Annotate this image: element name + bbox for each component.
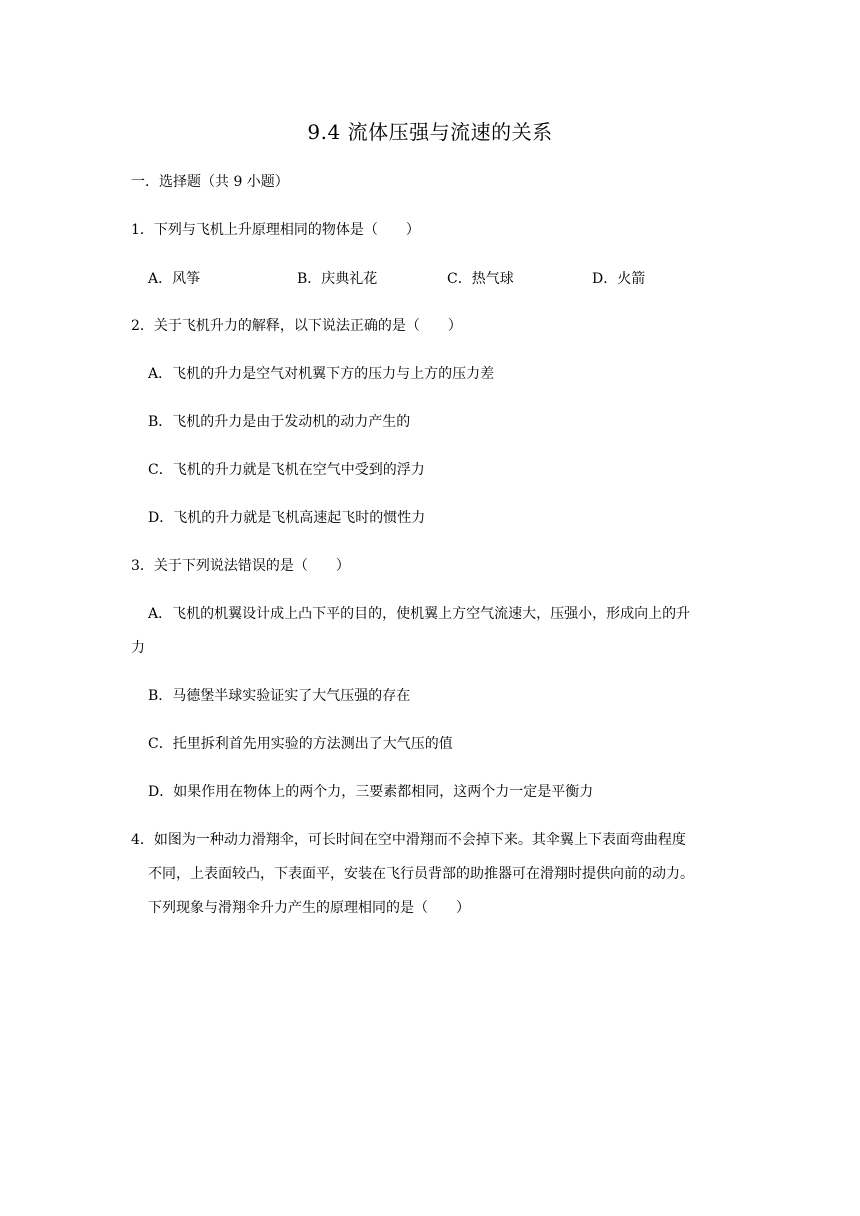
- question-1-option-a: A．风筝: [148, 271, 201, 287]
- question-1-option-b: B．庆典礼花: [297, 271, 378, 287]
- section-heading: 一．选择题（共 9 小题）: [131, 174, 289, 190]
- question-2-option-d: D．飞机的升力就是飞机高速起飞时的惯性力: [148, 510, 426, 526]
- question-3-option-c: C．托里拆利首先用实验的方法测出了大气压的值: [148, 736, 453, 752]
- question-4-stem-line-2: 不同，上表面较凸，下表面平，安装在飞行员背部的助推器可在滑翔时提供向前的动力。: [148, 866, 694, 882]
- question-3-option-a-continued: 力: [131, 640, 145, 656]
- question-1-stem: 1．下列与飞机上升原理相同的物体是（ ）: [131, 222, 420, 238]
- question-3-stem: 3．关于下列说法错误的是（ ）: [131, 558, 350, 574]
- question-3-option-a: A．飞机的机翼设计成上凸下平的目的，使机翼上方空气流速大，压强小，形成向上的升: [148, 606, 691, 622]
- question-1-option-d: D．火箭: [592, 271, 646, 287]
- question-2-stem: 2．关于飞机升力的解释，以下说法正确的是（ ）: [131, 318, 462, 334]
- question-4-stem-line-1: 4．如图为一种动力滑翔伞，可长时间在空中滑翔而不会掉下来。其伞翼上下表面弯曲程度: [131, 832, 686, 848]
- question-1-option-c: C．热气球: [447, 271, 514, 287]
- question-4-stem-line-3: 下列现象与滑翔伞升力产生的原理相同的是（ ）: [148, 900, 470, 916]
- question-2-option-b: B．飞机的升力是由于发动机的动力产生的: [148, 414, 411, 430]
- question-3-option-b: B．马德堡半球实验证实了大气压强的存在: [148, 688, 411, 704]
- page-title: 9.4 流体压强与流速的关系: [307, 120, 553, 144]
- question-2-option-c: C．飞机的升力就是飞机在空气中受到的浮力: [148, 462, 425, 478]
- question-2-option-a: A．飞机的升力是空气对机翼下方的压力与上方的压力差: [148, 366, 495, 382]
- question-3-option-d: D．如果作用在物体上的两个力，三要素都相同，这两个力一定是平衡力: [148, 784, 594, 800]
